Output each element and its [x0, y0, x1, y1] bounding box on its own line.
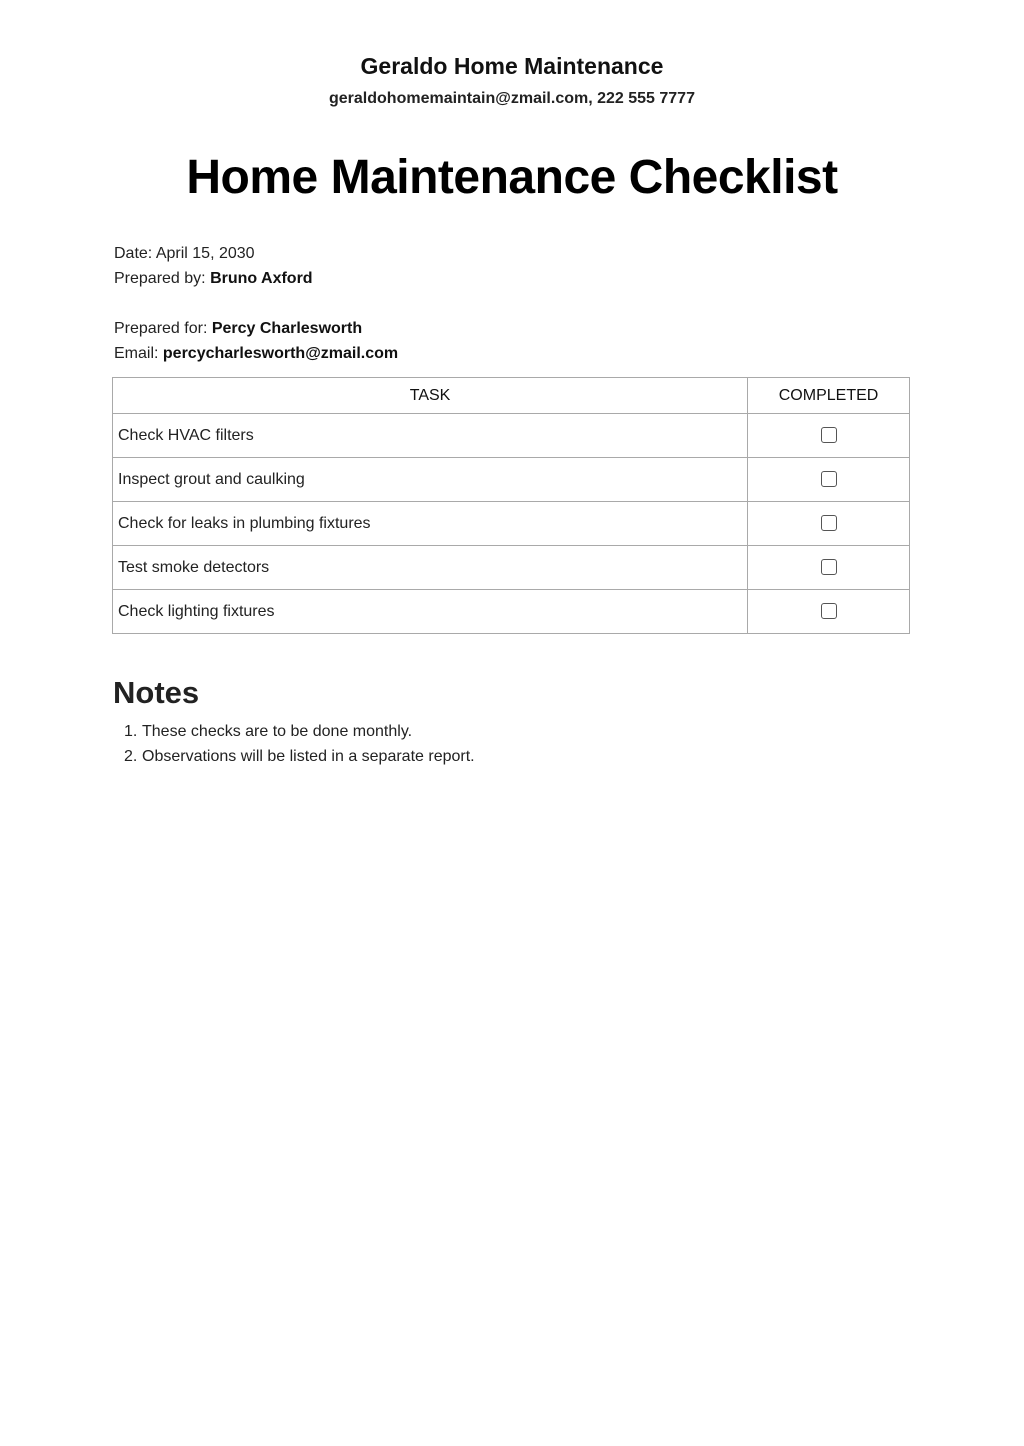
list-item	[124, 722, 475, 747]
completed-cell	[748, 414, 910, 458]
date-line	[114, 245, 255, 263]
completed-cell	[748, 502, 910, 546]
date-value: April 15, 2030	[155, 245, 255, 262]
table-row	[113, 590, 910, 634]
prepared-by-value: Bruno Axford	[210, 270, 313, 287]
notes-heading: Notes	[113, 675, 200, 710]
prepared-by-line	[114, 270, 313, 288]
checklist-table	[112, 377, 910, 634]
table-row	[113, 458, 910, 502]
completed-checkbox[interactable]	[821, 603, 837, 619]
task-column-header: TASK	[113, 378, 748, 414]
company-name: Geraldo Home Maintenance	[360, 53, 664, 79]
document-title: Home Maintenance Checklist	[186, 151, 838, 204]
email-label: Email:	[114, 345, 163, 362]
completed-checkbox[interactable]	[821, 559, 837, 575]
table-header-row	[113, 378, 910, 414]
email-line	[114, 345, 398, 363]
task-cell: Check HVAC filters	[113, 414, 748, 458]
completed-cell	[748, 458, 910, 502]
notes-list	[124, 722, 475, 772]
completed-cell	[748, 546, 910, 590]
task-cell: Inspect grout and caulking	[113, 458, 748, 502]
list-item-number: 2.	[124, 748, 138, 765]
task-cell: Test smoke detectors	[113, 546, 748, 590]
completed-checkbox[interactable]	[821, 471, 837, 487]
table-row	[113, 414, 910, 458]
email-value: percycharlesworth@zmail.com	[162, 345, 399, 362]
company-contact: geraldohomemaintain@zmail.com, 222 555 7777	[329, 90, 695, 107]
list-item-number: 1.	[124, 723, 138, 740]
table-row	[113, 502, 910, 546]
date-label: Date:	[114, 245, 156, 262]
task-cell: Check for leaks in plumbing fixtures	[113, 502, 748, 546]
table-row	[113, 546, 910, 590]
prepared-for-value: Percy Charlesworth	[211, 320, 363, 337]
list-item-text: Observations will be listed in a separate report.	[142, 748, 475, 765]
task-cell: Check lighting fixtures	[113, 590, 748, 634]
list-item	[124, 747, 475, 772]
completed-checkbox[interactable]	[821, 515, 837, 531]
completed-checkbox[interactable]	[821, 427, 837, 443]
prepared-for-label: Prepared for:	[114, 320, 212, 337]
completed-column-header: COMPLETED	[748, 378, 910, 414]
completed-cell	[748, 590, 910, 634]
prepared-for-line	[114, 320, 362, 338]
prepared-by-label: Prepared by:	[114, 270, 211, 287]
list-item-text: These checks are to be done monthly.	[142, 723, 413, 740]
